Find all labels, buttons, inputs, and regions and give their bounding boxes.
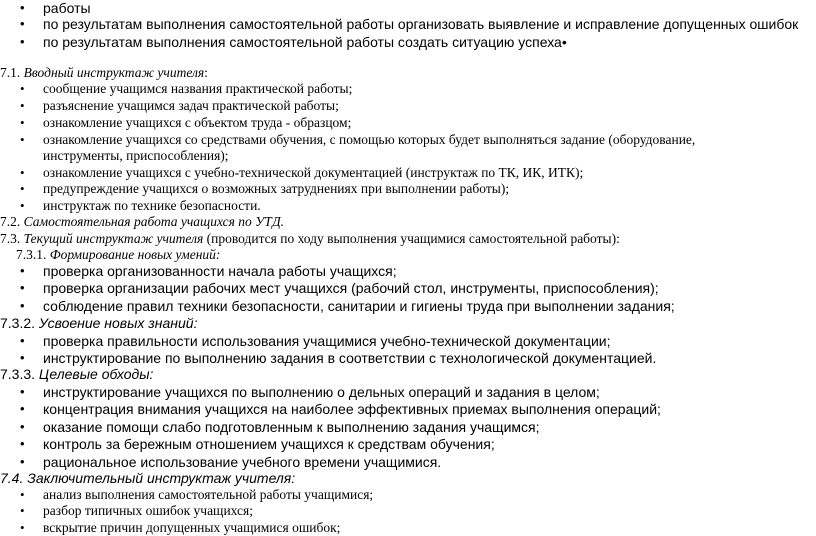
bullet: • bbox=[20, 115, 25, 130]
bullet: • bbox=[20, 165, 25, 180]
list-item-text: соблюдение правил техники безопасности, санитарии и гигиены труда при выполнении задания; bbox=[43, 298, 675, 314]
list-item-text: разъяснение учащимся задач практической работы; bbox=[43, 98, 339, 113]
section-number: 7.2. bbox=[0, 214, 24, 229]
list-item-text: проверка организации рабочих мест учащихся (рабочий стол, инструменты, приспособления); bbox=[43, 280, 659, 296]
bullet: • bbox=[20, 198, 25, 213]
bullet: • bbox=[20, 81, 25, 96]
section-heading-7-3 bbox=[0, 231, 620, 247]
section-number: 7.3. bbox=[0, 231, 24, 246]
list-item-text: инструктаж по технике безопасности. bbox=[43, 198, 261, 213]
bullet: • bbox=[20, 132, 25, 147]
section-title: Текущий инструктаж учителя bbox=[23, 231, 204, 246]
bullet: • bbox=[20, 350, 25, 365]
bullet: • bbox=[20, 34, 25, 49]
section-number: 7.1. bbox=[0, 65, 24, 80]
bullet: • bbox=[20, 487, 25, 502]
list-item-text: инструктирование по выполнению задания в соответствии с технологической документацией. bbox=[43, 350, 657, 366]
list-item-text: вскрытие причин допущенных учащимися ошибок; bbox=[43, 520, 341, 535]
bullet: • bbox=[20, 333, 25, 348]
section-number: 7.3.2. bbox=[0, 315, 39, 331]
bullet: • bbox=[20, 0, 25, 15]
section-title: Самостоятельная работа учащихся по УТД. bbox=[23, 214, 285, 229]
bullet: • bbox=[20, 263, 25, 278]
section-title: Усвоение новых знаний: bbox=[38, 315, 198, 331]
list-item-text: контроль за бережным отношением учащихся к средствам обучения; bbox=[43, 436, 495, 452]
bullet: • bbox=[20, 384, 25, 399]
list-item-text: разбор типичных ошибок учащихся; bbox=[43, 503, 253, 518]
list-item-text: по результатам выполнения самостоятельной работы организовать выявление и исправление допущенных ошибок bbox=[43, 16, 799, 32]
list-item-text: рациональное использование учебного времени учащимися. bbox=[43, 454, 442, 470]
list-item-text: сообщение учащимся названия практической работы; bbox=[43, 81, 353, 96]
list-item-text: ознакомление учащихся со средствами обучения, с помощью которых будет выполняться задание (оборудование, bbox=[43, 132, 696, 147]
list-item-text: проверка организованности начала работы учащихся; bbox=[43, 263, 397, 279]
section-heading-7-4: 7.4. Заключительный инструктаж учителя: bbox=[0, 470, 296, 486]
section-title: Целевые обходы: bbox=[38, 366, 154, 382]
list-item-text: предупреждение учащихся о возможных затруднениях при выполнении работы); bbox=[43, 181, 510, 196]
bullet: • bbox=[20, 419, 25, 434]
section-colon: : bbox=[204, 65, 208, 80]
list-item-text: инструменты, приспособления); bbox=[43, 148, 229, 163]
list-item-text: по результатам выполнения самостоятельной работы создать ситуацию успеха bbox=[43, 34, 562, 50]
section-number: 7.3.1. bbox=[16, 247, 50, 262]
list-item-text: работы bbox=[43, 0, 91, 16]
bullet: • bbox=[20, 436, 25, 451]
bullet: • bbox=[20, 298, 25, 313]
section-title: Формирование новых умений: bbox=[49, 247, 221, 262]
bullet: • bbox=[20, 454, 25, 469]
section-number: 7.3.3. bbox=[0, 366, 39, 382]
trailing-bullet: • bbox=[561, 34, 567, 50]
bullet: • bbox=[20, 280, 25, 295]
section-heading-7-2 bbox=[0, 214, 284, 230]
bullet: • bbox=[20, 181, 25, 196]
bullet: • bbox=[20, 16, 25, 31]
bullet: • bbox=[20, 520, 25, 535]
bullet: • bbox=[20, 503, 25, 518]
subsection-heading-7-3-3 bbox=[0, 366, 153, 382]
bullet: • bbox=[20, 98, 25, 113]
section-heading-7-1 bbox=[0, 65, 208, 81]
list-item-text: оказание помощи слабо подготовленным к выполнению задания учащимся; bbox=[43, 419, 540, 435]
subsection-heading-7-3-1 bbox=[16, 247, 220, 263]
list-item-text: инструктирование учащихся по выполнению о дельных операций и задания в целом; bbox=[43, 384, 600, 400]
section-note: (проводится по ходу выполнения учащимися самостоятельной работы): bbox=[203, 231, 620, 246]
list-item-text: ознакомление учащихся с учебно-технической документацией (инструктаж по ТК, ИК, ИТК); bbox=[43, 165, 584, 180]
subsection-heading-7-3-2 bbox=[0, 315, 197, 331]
list-item-text: проверка правильности использования учащимися учебно-технической документации; bbox=[43, 333, 611, 349]
list-item-text: анализ выполнения самостоятельной работы учащимися; bbox=[43, 487, 374, 502]
bullet: • bbox=[20, 401, 25, 416]
list-item-text: концентрация внимания учащихся на наиболее эффективных приемах выполнения операций; bbox=[43, 401, 661, 417]
list-item-text: ознакомление учащихся с объектом труда - образцом; bbox=[43, 115, 352, 130]
section-title: Вводный инструктаж учителя bbox=[23, 65, 205, 80]
